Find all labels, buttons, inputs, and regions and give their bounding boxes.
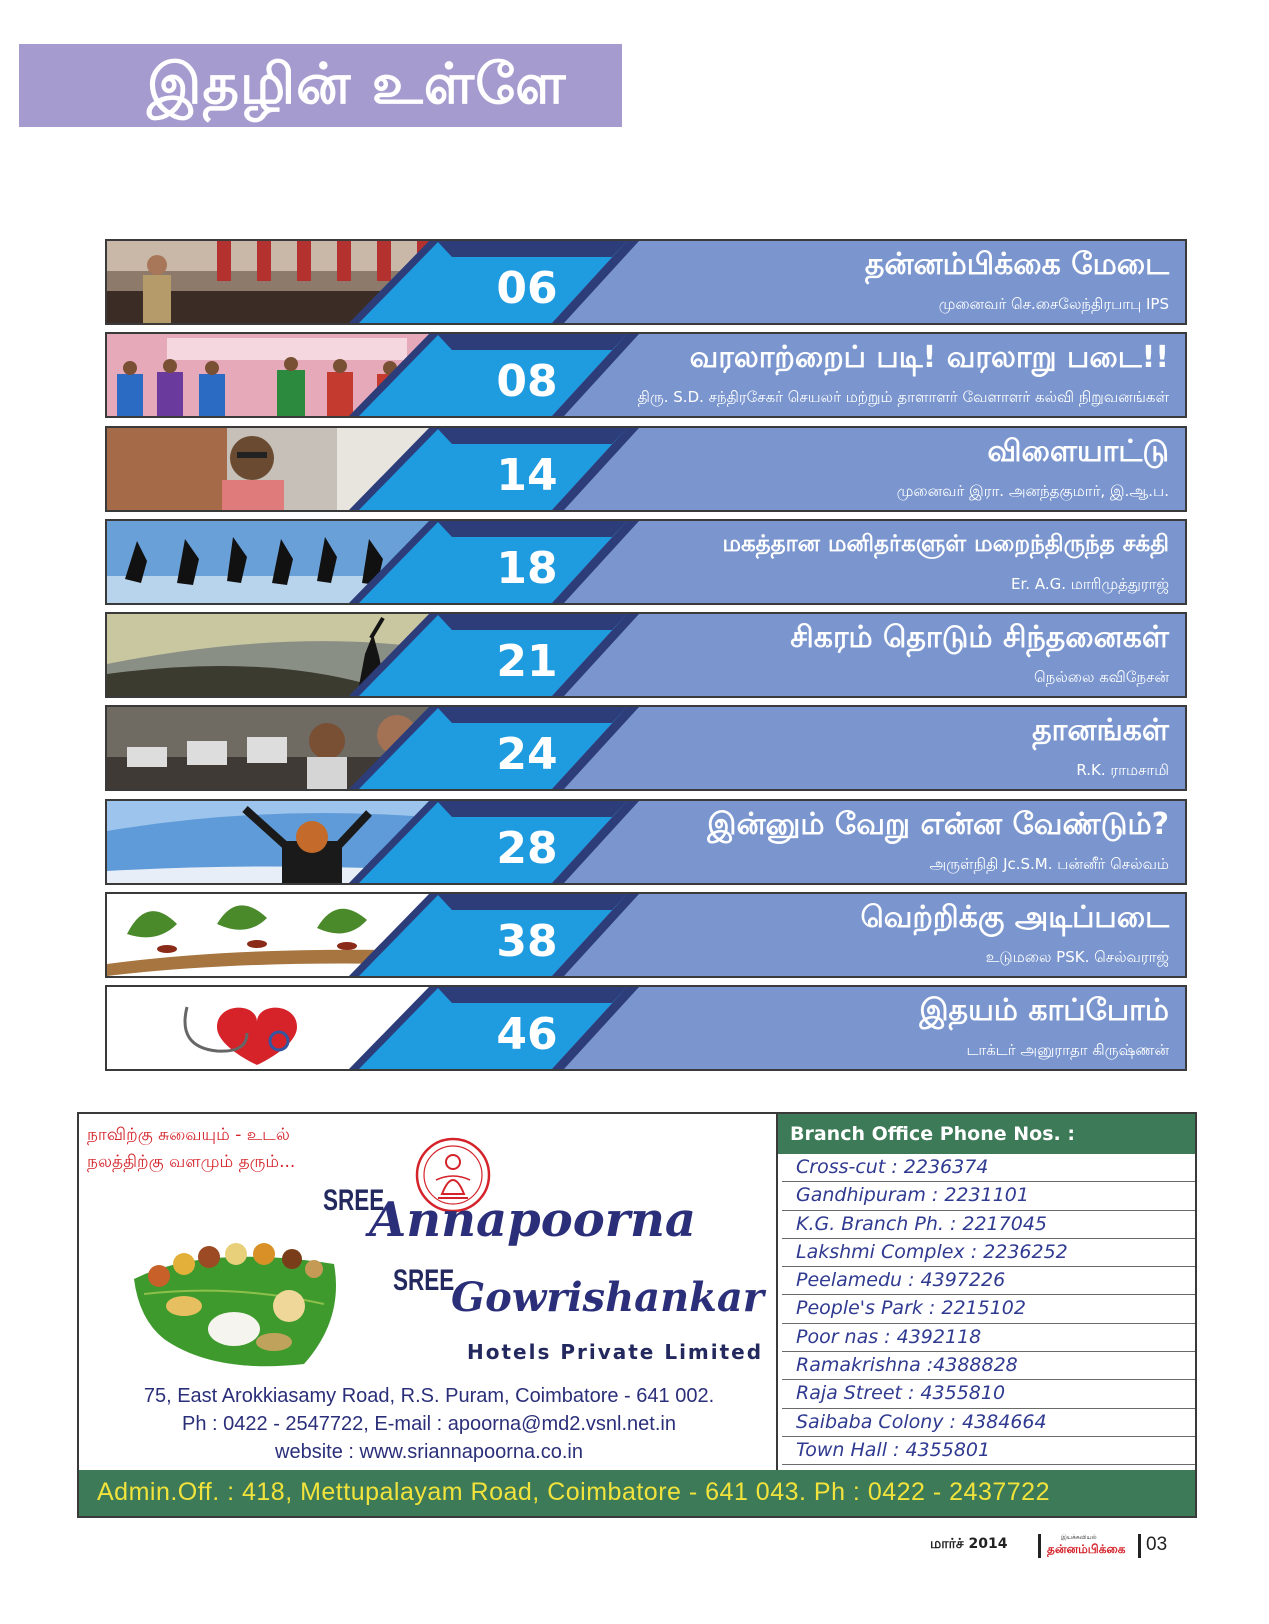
page-footer [930,1530,1190,1560]
branch-phone-item: Ramakrishna :4388828 [782,1352,1195,1380]
branch-phone-item: Town Hall : 4355801 [782,1437,1195,1465]
ad-tagline-line-1: நாவிற்கு சுவையும் - உடல் [87,1125,290,1145]
branch-phone-item: Lakshmi Complex : 2236252 [782,1239,1195,1267]
ad-website-line: website : www.sriannapoorna.co.in [275,1441,583,1463]
toc-article-author: உடுமலை PSK. செல்வராஜ் [985,948,1169,967]
magazine-logo-tagline: இயக்கவியல் [1061,1534,1097,1541]
toc-article-author: முனைவர் இரா. அனந்தகுமார், இ.ஆ.ப. [896,481,1169,500]
footer-divider [1138,1534,1141,1558]
toc-entry [105,426,1187,512]
toc-article-title: தன்னம்பிக்கை மேடை [864,247,1169,282]
toc-article-title: வரலாற்றைப் படி! வரலாறு படை!! [689,340,1169,376]
branch-office-panel [776,1114,1195,1471]
footer-divider [1038,1534,1041,1558]
magazine-logo [1047,1534,1131,1558]
toc-entry [105,239,1187,325]
admin-office-bar: Admin.Off. : 418, Mettupalayam Road, Coimbatore - 641 043. Ph : 0422 - 2437722 [79,1470,1195,1516]
ad-brand-annapoorna: Annapoorna [369,1192,697,1248]
ad-tagline [87,1122,295,1176]
magazine-logo-name: தன்னம்பிக்கை [1047,1542,1126,1556]
branch-office-list [778,1154,1195,1465]
page-title: இதழின் உள்ளே [147,52,567,117]
header-band [19,44,622,127]
toc-article-author: Er. A.G. மாரிமுத்துராஜ் [1011,574,1169,593]
page-number: 03 [1146,1534,1168,1555]
branch-phone-item: Peelamedu : 4397226 [782,1267,1195,1295]
branch-phone-item: People's Park : 2215102 [782,1295,1195,1323]
toc-article-title: மகத்தான மனிதர்களுள் மறைந்திருந்த சக்தி [722,530,1169,557]
toc-page-number: 38 [496,916,558,968]
toc-page-number: 21 [496,636,558,688]
toc-page-number: 06 [496,263,558,314]
ad-tagline-line-2: நலத்திற்கு வளமும் தரும்... [87,1152,296,1172]
advertisement [77,1112,1197,1518]
branch-phone-item: K.G. Branch Ph. : 2217045 [782,1211,1195,1239]
ad-brand-gowrishankar: Gowrishankar [451,1274,764,1321]
table-of-contents [105,239,1187,1079]
toc-article-title: இதயம் காப்போம் [919,993,1169,1029]
toc-page-number: 24 [496,729,558,781]
toc-article-author: திரு. S.D. சந்திரசேகர் செயலர் மற்றும் தாளாளர் வேளாளர் கல்வி நிறுவனங்கள் [637,388,1169,407]
branch-office-heading: Branch Office Phone Nos. : [778,1114,1195,1154]
toc-page-number: 46 [496,1009,558,1061]
toc-page-number: 14 [496,449,558,501]
branch-phone-item: Saibaba Colony : 4384664 [782,1409,1195,1437]
toc-entry [105,612,1187,698]
toc-page-number: 18 [496,542,558,594]
toc-entry [105,892,1187,978]
toc-article-title: இன்னும் வேறு என்ன வேண்டும்? [707,806,1169,842]
toc-entry [105,705,1187,791]
toc-article-author: அருள்நிதி Jc.S.M. பன்னீர் செல்வம் [929,854,1169,873]
ad-address-line: 75, East Arokkiasamy Road, R.S. Puram, Coimbatore - 641 002. [143,1385,715,1407]
toc-entry [105,799,1187,885]
toc-article-author: டாக்டர் அனுராதா கிருஷ்ணன் [966,1041,1169,1060]
toc-entry [105,519,1187,605]
toc-article-title: சிகரம் தொடும் சிந்தனைகள் [790,620,1169,656]
ad-address-block [99,1382,759,1466]
branch-phone-item: Gandhipuram : 2231101 [782,1182,1195,1210]
toc-number-band [107,707,1185,789]
toc-entry [105,985,1187,1071]
banana-leaf-meal-image [124,1224,349,1374]
toc-article-author: முனைவர் செ.சைலேந்திரபாபு IPS [938,295,1169,313]
toc-entry [105,332,1187,418]
ad-sree-label-2: SREE [393,1264,455,1297]
branch-phone-item: Raja Street : 4355810 [782,1380,1195,1408]
branch-phone-item: Cross-cut : 2236374 [782,1154,1195,1182]
toc-article-title: வெற்றிக்கு அடிப்படை [860,900,1169,936]
branch-phone-item: Poor nas : 4392118 [782,1324,1195,1352]
toc-article-title: தானங்கள் [1032,713,1169,749]
ad-company-name: Hotels Private Limited [467,1340,764,1364]
toc-page-number: 08 [496,356,558,408]
issue-date: மார்ச் 2014 [930,1536,1008,1552]
toc-article-title: விளையாட்டு [987,433,1169,469]
toc-page-number: 28 [496,822,558,874]
ad-sree-label-1: SREE [323,1184,385,1217]
toc-article-author: R.K. ராமசாமி [1076,761,1169,780]
ad-contact-line: Ph : 0422 - 2547722, E-mail : apoorna@md2.vsnl.net.in [182,1413,676,1435]
toc-article-author: நெல்லை கவிநேசன் [1034,668,1169,687]
